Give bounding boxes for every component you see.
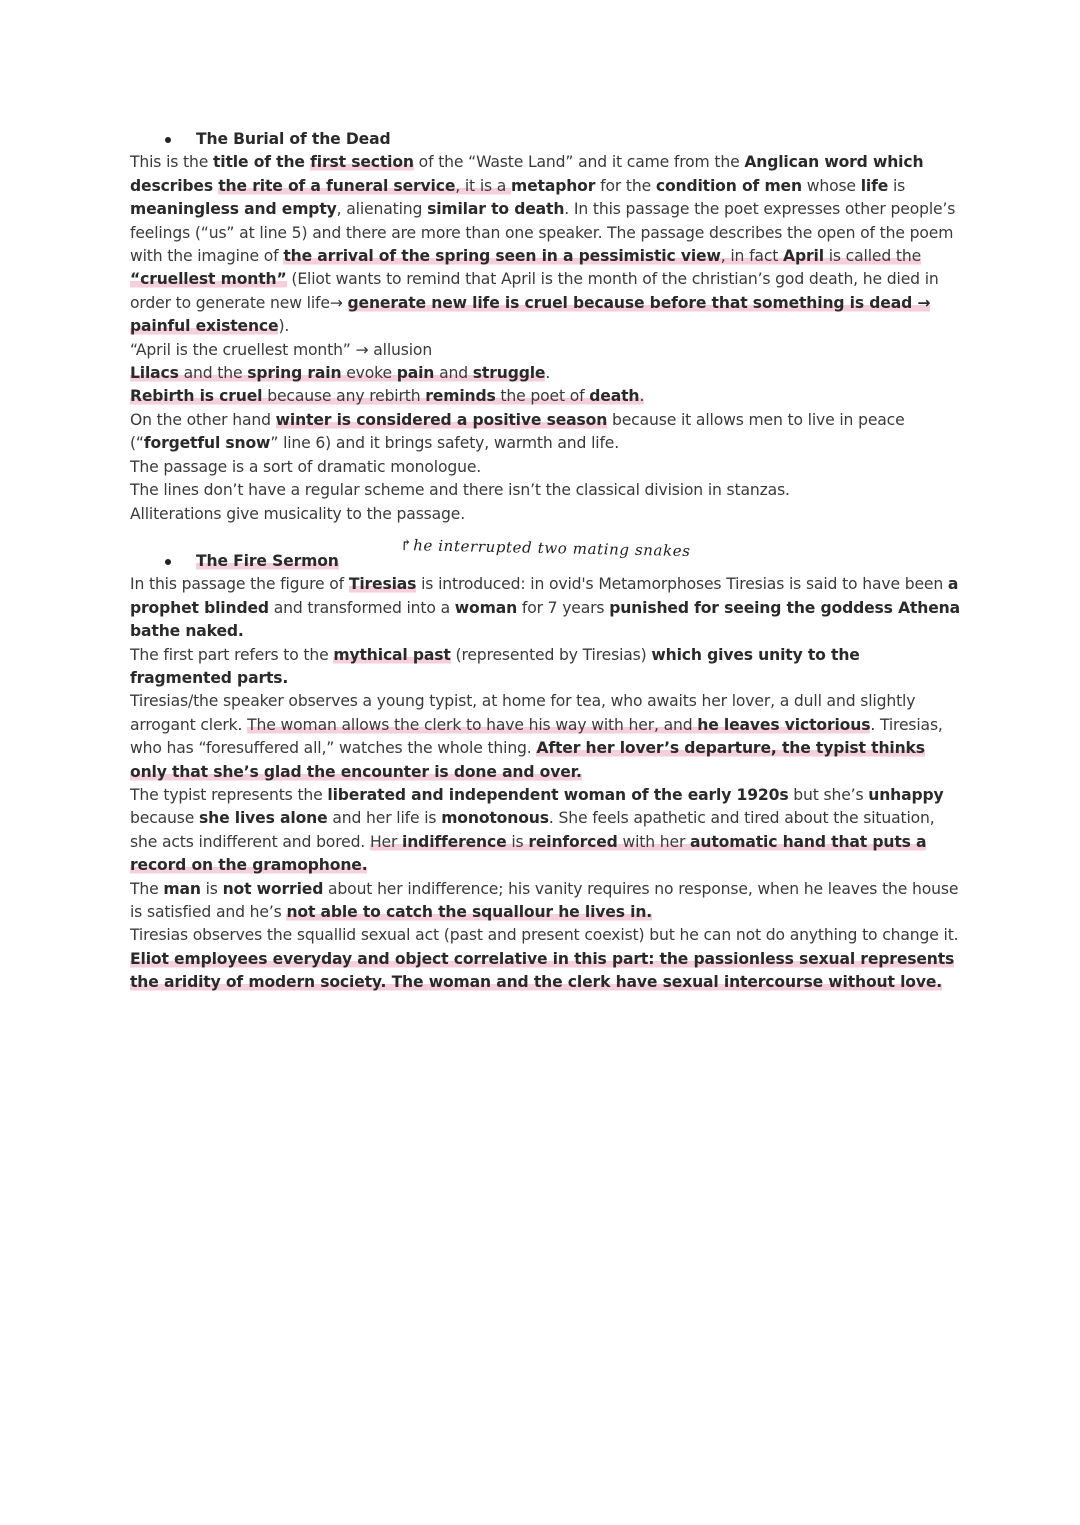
bold-run: Rebirth is cruel [130, 387, 263, 406]
text-run: ” line 6) and it brings safety, warmth and life. [270, 434, 620, 453]
text-line [130, 690, 960, 784]
text-run: (Eliot wants to remind that April is the month of the christian’s god death, he died in order to generate new life→ [130, 270, 939, 312]
text-line [130, 362, 960, 385]
text-run: The typist represents the [130, 785, 328, 804]
text-run: . Tiresias, who has “foresuffered all,” watches the whole thing. [130, 715, 943, 758]
text-line [130, 385, 960, 408]
text-run: whose [801, 176, 861, 195]
text-line [130, 948, 960, 995]
arrow-icon: ↱ [399, 536, 414, 555]
burial-paragraph [130, 151, 960, 338]
text-run: about her indifference; his vanity requires no response, when he leaves the house is satisfied and he’s [130, 879, 959, 921]
text-run: The [130, 879, 164, 898]
bold-run: the rite of a funeral service [218, 176, 456, 195]
bold-run: he leaves victorious [697, 715, 871, 734]
heading-text: The Burial of the Dead [196, 130, 391, 148]
text-run: and transformed into a [268, 598, 455, 617]
bold-run: reinforced [528, 832, 618, 851]
note-text: he interrupted two mating snakes [412, 536, 691, 561]
text-run: Tiresias observes the squallid sexual act (past and present coexist) but he can not do anything to change it. [130, 926, 959, 945]
text-run: The woman allows the clerk to have his way with her, and [247, 715, 698, 734]
text-run: On the other hand [130, 410, 276, 429]
text-run: of the “Waste Land” and it came from the [413, 153, 745, 172]
text-run: is [888, 176, 906, 195]
bold-run: metaphor [511, 176, 596, 195]
bold-run: winter is considered a positive season [275, 410, 608, 429]
bold-run: life [860, 176, 889, 195]
text-run: with her [617, 832, 691, 851]
text-run: because [130, 809, 199, 828]
text-line [130, 644, 960, 691]
text-run: for the [595, 176, 656, 195]
bold-run: pain [396, 364, 435, 383]
text-line [130, 479, 960, 502]
bold-run: the arrival of the spring seen in a pessimistic view [283, 247, 721, 266]
bold-run: liberated and independent woman of the early 1920s [327, 785, 789, 804]
text-run: This is the [130, 153, 213, 172]
text-line [130, 573, 960, 643]
text-run: (represented by Tiresias) [450, 645, 652, 664]
text-run: . In this passage the poet expresses other people’s feelings (“us” at line 5) and there are more than one speaker. The passage describes the open of the poem with the imagine of [130, 200, 956, 266]
text-line [130, 784, 960, 878]
text-run: and [434, 364, 473, 383]
bold-run: generate new life is cruel because before that something is dead → [347, 293, 931, 312]
bold-run: death [589, 387, 640, 406]
text-line [130, 456, 960, 479]
bold-run: Lilacs [130, 364, 179, 383]
text-run: is [506, 832, 529, 851]
text-run: . [639, 387, 645, 406]
bold-run: After her lover’s departure, the typist thinks only that she’s glad the encounter is done and over. [130, 739, 925, 781]
text-run: The first part refers to the [130, 645, 334, 664]
bold-run: struggle [472, 364, 546, 383]
text-line [130, 409, 960, 456]
bold-run: similar to death [427, 200, 565, 219]
bold-run: unhappy [868, 785, 944, 804]
notes-column [130, 128, 960, 995]
bold-run: woman [454, 598, 518, 617]
text-run: Alliterations give musicality to the passage. [130, 504, 466, 523]
bold-run: “cruellest month” [130, 270, 287, 289]
bold-run: forgetful snow [143, 434, 271, 453]
bold-run: condition of men [655, 176, 802, 195]
text-run: , in fact [720, 247, 784, 266]
text-run: , it is a [455, 176, 512, 195]
text-run: because it allows men to live in peace (“ [130, 410, 905, 453]
bold-run: meaningless and empty [130, 200, 337, 219]
bold-run: Anglican word which describes [130, 153, 924, 195]
text-run: “April is the cruellest month” → allusion [130, 340, 433, 359]
bold-run: Tiresias [348, 575, 417, 594]
bullet-icon [165, 137, 171, 143]
bold-run: not able to catch the squallour he lives in. [286, 903, 653, 921]
bold-run: she lives alone [198, 809, 328, 828]
bold-run: monotonous [441, 809, 549, 828]
text-run: Tiresias/the speaker observes a young typist, at home for tea, who awaits her lover, a dull and slightly arrogant clerk. [130, 692, 916, 734]
bold-run: automatic hand that puts a record on the gramophone. [130, 832, 927, 875]
bold-run: which gives unity to the fragmented parts. [130, 645, 860, 687]
bold-run: indifference [402, 832, 507, 851]
text-run: . [545, 364, 551, 383]
text-run: . She feels apathetic and tired about the situation, she acts indifferent and bored. [130, 809, 935, 851]
fire-sermon-paragraphs [130, 573, 960, 994]
text-run: is introduced: in ovid's Metamorphoses Tiresias is said to have been [416, 575, 948, 594]
text-run: is [200, 879, 223, 898]
bold-run: mythical past [333, 645, 451, 664]
text-run: is called the [823, 247, 922, 266]
bold-run: not worried [222, 879, 324, 898]
text-run: but she’s [788, 785, 869, 804]
text-run: because any rebirth [262, 387, 426, 406]
text-run: the poet of [495, 387, 590, 406]
bold-run: title of the [212, 153, 311, 172]
text-run: Her [369, 832, 403, 851]
text-line [130, 924, 960, 947]
bold-run: first section [310, 153, 414, 172]
heading-text: The Fire Sermon [196, 551, 339, 570]
bullet-icon [165, 559, 171, 565]
text-run: In this passage the figure of [130, 575, 349, 594]
bold-run: spring rain [247, 364, 342, 383]
text-line [130, 503, 960, 526]
bold-run: man [163, 879, 201, 898]
bold-run: Eliot employees everyday and object correlative in this part: the passionless sexual represents the aridity of modern society. The woman and the clerk have sexual intercourse without love. [130, 949, 955, 992]
bold-run: reminds [425, 387, 496, 406]
text-run: ). [278, 317, 290, 336]
text-run: The lines don’t have a regular scheme and there isn’t the classical division in stanzas. [130, 481, 790, 500]
bold-run: painful existence [130, 317, 279, 336]
text-run: evoke [341, 364, 397, 383]
text-run: , alienating [336, 200, 428, 219]
burial-lines [130, 339, 960, 526]
text-run: for 7 years [517, 598, 610, 617]
bold-run: a prophet blinded [130, 575, 959, 617]
text-run: The passage is a sort of dramatic monologue. [130, 457, 482, 476]
bold-run: April [783, 247, 824, 266]
text-run: and the [178, 364, 248, 383]
text-line [130, 878, 960, 925]
section-heading-burial [130, 128, 960, 151]
text-run: and her life is [327, 809, 442, 828]
text-line [130, 339, 960, 362]
bold-run: punished for seeing the goddess Athena bathe naked. [130, 598, 961, 641]
